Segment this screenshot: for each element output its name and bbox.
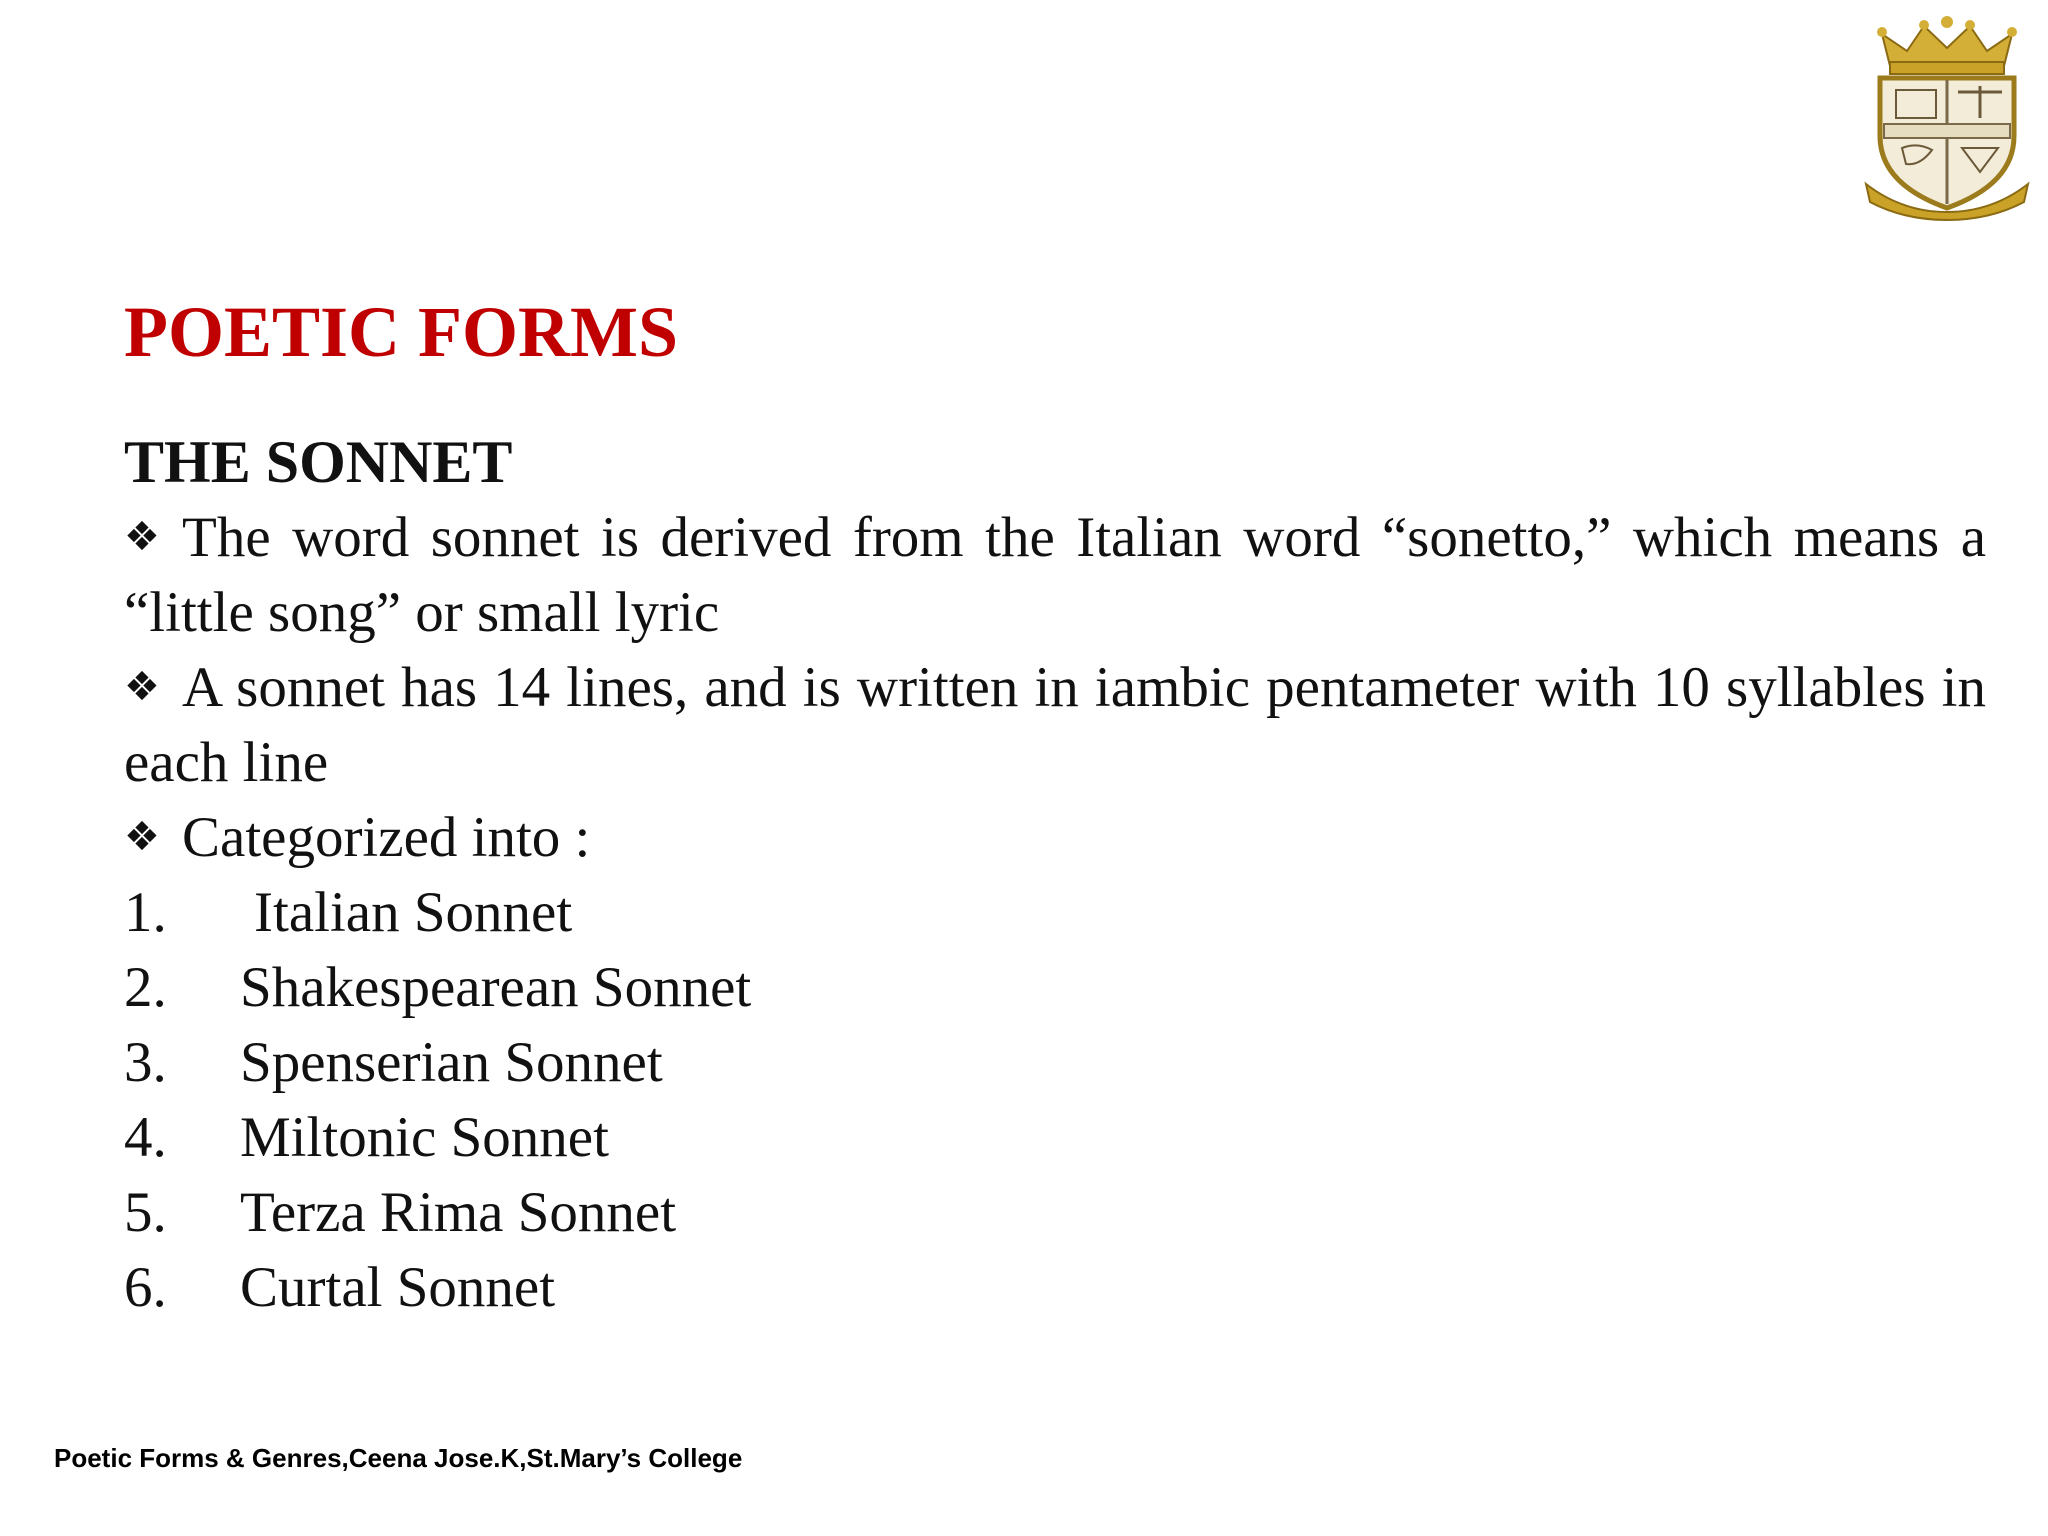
- bullet-paragraph: [124, 500, 1986, 650]
- list-number: 5.: [124, 1181, 167, 1244]
- list-label: Curtal Sonnet: [240, 1256, 556, 1319]
- shield-icon: [1880, 78, 2014, 208]
- list-label: Spenserian Sonnet: [240, 1031, 663, 1094]
- bullet-paragraph: [124, 650, 1986, 800]
- bullet-text: The word sonnet is derived from the Italian word “sonetto,” which means a “little song” or small lyric: [124, 506, 1986, 644]
- list-item: [124, 950, 1986, 1025]
- diamond-bullet-icon: ❖: [124, 514, 160, 560]
- list-item: [124, 1250, 1986, 1325]
- list-label: Shakespearean Sonnet: [240, 956, 752, 1019]
- list-item: [124, 1100, 1986, 1175]
- sonnet-categories-list: [124, 875, 1986, 1325]
- list-number: 2.: [124, 956, 167, 1019]
- diamond-bullet-icon: ❖: [124, 814, 160, 860]
- list-item: [124, 1175, 1986, 1250]
- list-item: [124, 1025, 1986, 1100]
- list-label: Italian Sonnet: [254, 881, 573, 944]
- section-heading: THE SONNET: [124, 429, 513, 495]
- list-number: 3.: [124, 1031, 167, 1094]
- list-label: Terza Rima Sonnet: [240, 1181, 677, 1244]
- bullet-text: Categorized into :: [182, 806, 591, 869]
- page-title: POETIC FORMS: [124, 292, 679, 372]
- list-label: Miltonic Sonnet: [240, 1106, 609, 1169]
- crown-icon: [1877, 16, 2017, 74]
- slide-content: [124, 425, 1986, 1325]
- footer-credit: Poetic Forms & Genres,Ceena Jose.K,St.Mary’s College: [54, 1443, 743, 1473]
- bullet-text: A sonnet has 14 lines, and is written in iambic pentameter with 10 syllables in each line: [124, 656, 1986, 794]
- bullet-paragraph: [124, 800, 1986, 875]
- college-crest-logo: [1862, 16, 2032, 221]
- list-number: 4.: [124, 1106, 167, 1169]
- list-number: 6.: [124, 1256, 167, 1319]
- list-number: 1.: [124, 881, 167, 944]
- list-item: [124, 875, 1986, 950]
- diamond-bullet-icon: ❖: [124, 664, 160, 710]
